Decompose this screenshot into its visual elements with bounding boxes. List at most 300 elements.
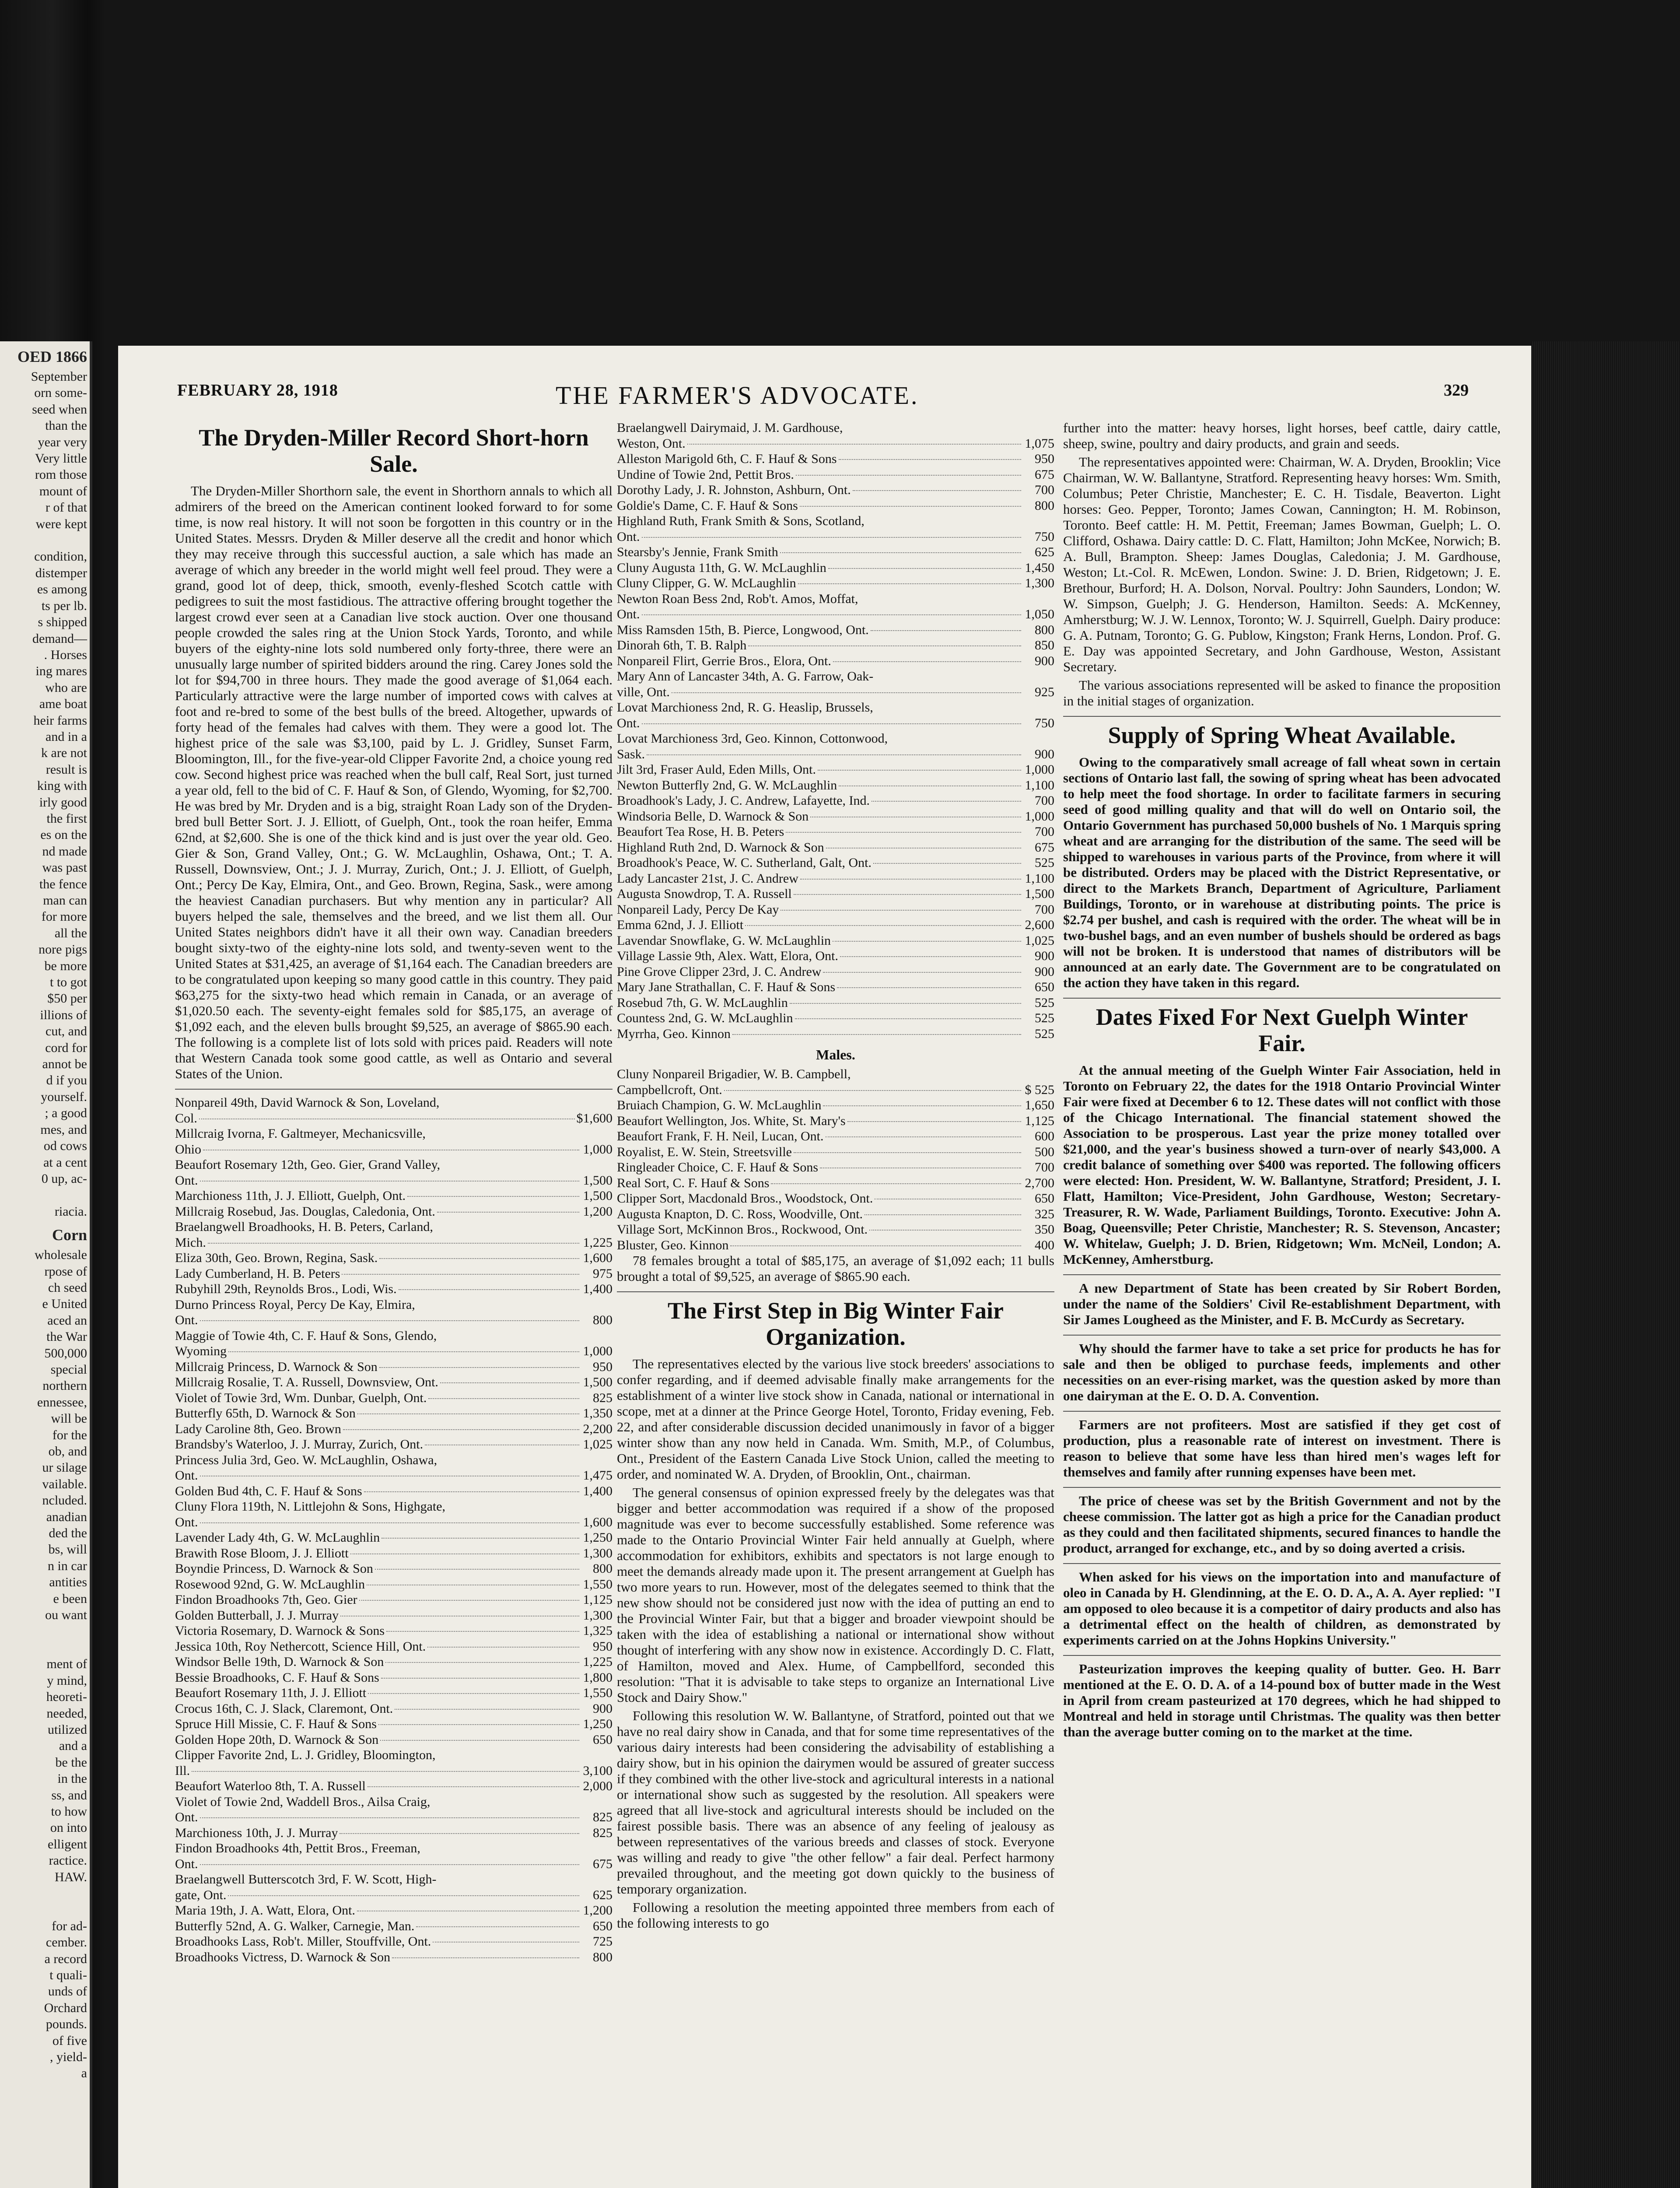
previous-page-fragment <box>0 532 90 548</box>
sale-price: 975 <box>593 1266 612 1281</box>
leader-dots <box>818 770 1021 771</box>
sale-entry-continued <box>175 1468 612 1483</box>
leader-dots <box>790 1003 1021 1004</box>
sale-price: 1,325 <box>583 1623 612 1638</box>
sale-price: 650 <box>593 1732 612 1747</box>
previous-page-fragment: t quali- <box>49 1968 87 1982</box>
sale-entry <box>617 1144 1054 1160</box>
leader-dots <box>385 1662 579 1663</box>
previous-page-fragment: of five <box>52 2033 87 2048</box>
sale-entry-name: Broadhooks Victress, D. Warnock & Son <box>175 1950 391 1964</box>
previous-page-fragment: heir farms <box>33 713 87 728</box>
previous-page-fragment: ennessee, <box>37 1395 87 1410</box>
sale-price: 1,600 <box>583 1251 612 1265</box>
sale-entry-location: gate, Ont. <box>175 1887 227 1902</box>
leader-dots <box>823 1105 1021 1106</box>
sale-price: 825 <box>593 1825 612 1840</box>
sale-entry-location: Ohio <box>175 1142 201 1157</box>
leader-dots <box>386 1631 579 1632</box>
sale-price: 825 <box>593 1810 612 1824</box>
sale-entry <box>175 1950 612 1965</box>
leader-dots <box>794 894 1021 895</box>
leader-dots <box>839 459 1021 460</box>
sale-price: 525 <box>1035 995 1054 1010</box>
sale-price: 675 <box>593 1856 612 1871</box>
column-1 <box>175 420 612 1965</box>
note-pasteurization: Pasteurization improves the keeping quality of butter. Geo. H. Barr mentioned at the E. O. D. A. of a 14-pound box of butter made in the West in April from cream pasteurized at 170 degrees, which he had shipped to Montreal and held in storage until Christmas. The quality was then better than the average butter coming on to the market at the time. <box>1063 1661 1501 1739</box>
previous-page-fragment: heoreti- <box>46 1690 87 1704</box>
previous-page-fragment: for the <box>52 1427 87 1442</box>
sale-entry-location: Ont. <box>617 607 640 621</box>
previous-page-fragment: needed, <box>46 1706 87 1721</box>
leader-dots <box>873 863 1021 864</box>
sale-entry-location: Ont. <box>175 1313 198 1327</box>
previous-page-fragment: northern <box>42 1378 87 1393</box>
sale-entry <box>175 1406 612 1421</box>
previous-page-fragment: condition, <box>34 549 87 564</box>
leader-dots <box>647 754 1021 755</box>
sale-entry <box>617 513 1054 529</box>
previous-page-corn-header: Corn <box>52 1226 87 1244</box>
previous-page-fragment: demand— <box>32 631 87 646</box>
previous-page-fragment: irly good <box>39 795 87 810</box>
sale-entry <box>617 1238 1054 1253</box>
sale-entry <box>175 1794 612 1810</box>
leader-dots <box>392 1957 579 1958</box>
leader-dots <box>800 506 1021 507</box>
sale-price: 800 <box>1035 498 1054 513</box>
leader-dots <box>828 568 1021 569</box>
sale-entry-continued <box>175 1856 612 1872</box>
sale-entry-name: Bluster, Geo. Kinnon <box>617 1238 729 1252</box>
winter-fair-para-4: Following a resolution the meeting appointed three members from each of the following interests to go <box>617 1900 1054 1931</box>
winter-fair-continued-3: The various associations represented will be asked to finance the proposition in the initial stages of organization. <box>1063 677 1501 708</box>
previous-page-fragment: ts per lb. <box>41 598 87 613</box>
note-oleo: When asked for his views on the importation into and manufacture of oleo in Canada by H. Glendinning, at the E. O. D. A., A. A. Ayer replied: "I am opposed to oleo because it is a competitor of dairy products and also has a detrimental effect on the health of children, as demonstrated by experiments carried on at the Johns Hopkins University." <box>1063 1569 1501 1648</box>
sale-entry-name: Highland Ruth 2nd, D. Warnock & Son <box>617 840 824 855</box>
leader-dots <box>800 879 1021 880</box>
sale-price: 2,200 <box>583 1421 612 1436</box>
sale-entry <box>617 731 1054 747</box>
sale-price: 1,125 <box>583 1592 612 1607</box>
sale-entry <box>175 1281 612 1297</box>
sale-entry-name: Pine Grove Clipper 23rd, J. C. Andrew <box>617 964 822 979</box>
sale-entry-name: Maggie of Towie 4th, C. F. Hauf & Sons, Glendo, <box>175 1328 437 1343</box>
sale-price: 825 <box>593 1390 612 1405</box>
sale-price: 800 <box>593 1561 612 1576</box>
note-cheese-price: The price of cheese was set by the British Government and not by the cheese commission. The latter got as high a price for the Canadian product as they could and then facilitated shipments, secured finances to handle the product, arranged for exchange, etc., and by so doing averted a crisis. <box>1063 1493 1501 1556</box>
sale-entry-continued <box>617 684 1054 700</box>
sale-price: 800 <box>593 1313 612 1327</box>
previous-page-fragment: es on the <box>40 828 87 842</box>
previous-page-fragment: September <box>31 369 87 384</box>
sale-price: 700 <box>1035 824 1054 839</box>
leader-dots <box>437 1212 579 1213</box>
previous-page-fragment: d if you <box>46 1073 87 1088</box>
sale-price: 1,350 <box>583 1406 612 1420</box>
sale-entry-name: Lavender Lady 4th, G. W. McLaughlin <box>175 1530 380 1545</box>
article-body-shorthorn-sale: The Dryden-Miller Shorthorn sale, the event in Shorthorn annals to which all admirers of the breed on the American continent looked forward to for some time, is now real history. It will not soon be forgotten in this country or in the United States. Messrs. Dryden & Miller deserve all the credit and honor which they may receive through this successful auction, a sale which has made an average of which any breeder in the world might well feel proud. They were a grand, good lot of deep, thick, smooth, evenly-fleshed Scotch cattle with pedigrees to suit the most fastidious. The attractive offering brought together the largest crowd ever seen at a Canadian live stock auction. Over one thousand people crowded the sales ring at the Union Stock Yards, Toronto, and while buyers of the eighty-nine lots sold numbered only forty-three, there were an unusually large number of spirited bidders around the ring. Carey Jones sold the lot for $94,700 in three hours. They made the good average of $1,064 each. Particularly attractive were the large number of imported cows with calves at foot and re-bred to some of the best bulls of the breed. Altogether, upwards of forty head of the females had calves with them. They were a good lot. The highest price of the sale was $3,100, paid by L. J. Gridley, Sunset Farm, Bloomington, Ill., for the five-year-old Clipper Favorite 2nd, a choice young red cow. Second highest price was reached when the bull calf, Real Sort, just turned a year old, fell to the bid of C. F. Hauf & Son, of Glendo, Wyoming, for $2,700. He was bred by Mr. Dryden and is a big, straight Roan Lady son of the Dryden-bred bull Better Sort. J. J. Elliott, of Guelph, Ont., took the roan heifer, Emma 62nd, at $2,600. She is one of the thick kind and is just over the year old. Geo. Gier & Son, Grand Valley, Ont.; G. W. McLaughlin, Oshawa, Ont.; T. A. Russell, Downsview, Ont.; J. J. Murray, Zurich, Ont.; J. J. Elliott, of Guelph, Ont.; Percy De Kay, Elmira, Ont., and Geo. Brown, Regina, Sask., were among the heaviest Canadian purchasers. But why mention any in particular? All buyers helped the sale, themselves and the breed, and we list them all. Our United States neighbors didn't have it all their own way. Canadian breeders bought sixty-two of the eighty-nine lots sold, and twenty-seven went to the United States at $31,425, an average of $1,164 each. The Canadian breeders are to be congratulated upon keeping so many good cattle in this country. They paid $63,275 for the sixty-two head which remain in Canada, or an average of $1,020.50 each. The seventy-eight females sold for $85,175, an average of $1,092 each, and the eleven bulls brought $9,525, an average of $865.90 each. The following is a complete list of lots sold with prices paid. Readers will note that Western Canada took some good cattle, as well as Ontario and several States of the Union. <box>175 483 612 1081</box>
article-title-spring-wheat: Supply of Spring Wheat Available. <box>1108 722 1456 748</box>
sale-entry-name: Findon Broadhooks 7th, Geo. Gier <box>175 1592 357 1607</box>
sale-price: 900 <box>1035 949 1054 963</box>
sale-entry <box>175 1841 612 1856</box>
sale-entry <box>175 1219 612 1235</box>
sale-entry-name: Real Sort, C. F. Hauf & Sons <box>617 1175 770 1190</box>
winter-fair-para-2: The general consensus of opinion expressed freely by the delegates was that bigger and better accommodation was required if a show of the proposed magnitude was ever to become successfully established. Some reference was made to the Ontario Provincial Winter Fair held annually at Guelph, where accommodation for exhibitors, exhibits and spectators is not large enough to meet the demands already made upon it. The present arrangement at Guelph has two more years to run. However, most of the delegates seemed to think that the new show should not be considered just now with the idea of putting an end to the Provincial Winter Fair, but that a bigger and broader viewpoint should be taken with the idea of establishing a national or international show without thought of interfering with any show now in existence. Accordingly D. C. Flatt, of Hamilton, moved and Alex. Hume, of Campbellford, seconded this resolution: "That it is advisable to take steps to organize an International Live Stock and Dairy Show." <box>617 1485 1054 1705</box>
leader-dots <box>427 1647 579 1648</box>
sale-price: 525 <box>1035 1011 1054 1025</box>
sale-entry-name: Violet of Towie 3rd, Wm. Dunbar, Guelph, Ont. <box>175 1390 427 1405</box>
previous-page-fragment: s shipped <box>38 615 87 630</box>
leader-dots <box>440 1382 579 1383</box>
column-rule <box>1063 1655 1501 1656</box>
sale-price: 650 <box>1035 1191 1054 1206</box>
sale-entry <box>617 917 1054 933</box>
previous-page-fragment: 500,000 <box>44 1346 87 1360</box>
sale-entry-name: Rubyhill 29th, Reynolds Bros., Lodi, Wis. <box>175 1282 397 1296</box>
sale-price: 1,200 <box>583 1204 612 1219</box>
sale-entry-name: Goldie's Dame, C. F. Hauf & Sons <box>617 498 798 513</box>
sale-price: 900 <box>1035 653 1054 668</box>
article-title-guelph-fair: Dates Fixed For Next Guelph Winter Fair. <box>1096 1004 1468 1056</box>
sale-price: 1,250 <box>583 1717 612 1731</box>
sale-entry-name: Village Lassie 9th, Alex. Watt, Elora, Ont. <box>617 949 838 963</box>
sale-entry-name: Nonpareil Lady, Percy De Kay <box>617 902 779 917</box>
sale-entry-location: ville, Ont. <box>617 684 670 699</box>
previous-page-fragment: vailable. <box>42 1476 87 1491</box>
previous-page-fragment: for more <box>41 909 87 924</box>
sale-entry <box>617 793 1054 809</box>
previous-page-fragment: ur silage <box>42 1460 87 1475</box>
sale-entry-name: Beaufort Rosemary 12th, Geo. Gier, Grand Valley, <box>175 1157 441 1172</box>
sale-entry-name: Braelangwell Broadhooks, H. B. Peters, Carland, <box>175 1220 433 1234</box>
sale-entry <box>175 1375 612 1390</box>
leader-dots <box>399 1289 579 1290</box>
sale-entry-name: Mary Jane Strathallan, C. F. Hauf & Sons <box>617 980 836 994</box>
leader-dots <box>407 1196 579 1197</box>
sale-entry-name: Beaufort Waterloo 8th, T. A. Russell <box>175 1779 366 1793</box>
previous-page-fragment: elligent <box>48 1837 87 1851</box>
sale-entry <box>175 1421 612 1437</box>
sale-entry-continued <box>617 436 1054 452</box>
sale-price: 1,125 <box>1025 1113 1054 1128</box>
sale-price: 1,250 <box>583 1530 612 1545</box>
sale-summary: 78 females brought a total of $85,175, an average of $1,092 each; 11 bulls brought a total of $9,525, an average of $865.90 each. <box>617 1253 1054 1284</box>
leader-dots <box>343 1429 579 1430</box>
sale-entry <box>175 1546 612 1561</box>
sale-price: $ 525 <box>1025 1082 1054 1097</box>
sale-entry-continued <box>175 1142 612 1157</box>
sale-entry-name: Myrrha, Geo. Kinnon <box>617 1026 731 1041</box>
previous-page-fragment: yourself. <box>41 1089 87 1104</box>
sale-entry-name: Mary Ann of Lancaster 34th, A. G. Farrow, Oak- <box>617 669 874 684</box>
column-rule <box>1063 1563 1501 1564</box>
sale-price: 525 <box>1035 1026 1054 1041</box>
leader-dots <box>796 475 1021 476</box>
sale-price: 2,000 <box>583 1779 612 1793</box>
column-rule <box>1063 1487 1501 1488</box>
sale-entry <box>175 1483 612 1499</box>
sale-price: 1,100 <box>1025 871 1054 886</box>
sale-price: 1,550 <box>583 1577 612 1592</box>
sale-entry-name: Cluny Clipper, G. W. McLaughlin <box>617 576 796 590</box>
sale-entry-name: Windsor Belle 19th, D. Warnock & Son <box>175 1655 384 1669</box>
leader-dots <box>228 1351 579 1352</box>
previous-page-fragment: a record <box>44 1951 87 1966</box>
previous-page-fragment: ractice. <box>49 1853 87 1868</box>
leader-dots <box>368 1786 579 1787</box>
sale-list-males <box>617 1066 1054 1253</box>
sale-entry <box>175 1592 612 1608</box>
previous-page-fragment <box>0 1623 90 1639</box>
leader-dots <box>382 1538 579 1539</box>
sale-entry-name: Jilt 3rd, Fraser Auld, Eden Mills, Ont. <box>617 762 816 777</box>
leader-dots <box>837 987 1021 988</box>
leader-dots <box>687 444 1021 445</box>
leader-dots <box>724 1090 1021 1091</box>
sale-entry <box>617 871 1054 887</box>
leader-dots <box>771 1183 1021 1184</box>
leader-dots <box>379 1258 579 1259</box>
sale-entry-name: Marchioness 11th, J. J. Elliott, Guelph, Ont. <box>175 1189 406 1203</box>
sale-entry <box>617 1206 1054 1222</box>
sale-entry-name: Royalist, E. W. Stein, Streetsville <box>617 1144 792 1159</box>
sale-entry-name: Dorothy Lady, J. R. Johnston, Ashburn, Ont. <box>617 483 851 497</box>
previous-page-fragment: utilized <box>48 1722 87 1737</box>
sale-price: 650 <box>593 1918 612 1933</box>
sale-entry-name: Ringleader Choice, C. F. Hauf & Sons <box>617 1160 819 1175</box>
sale-price: 1,650 <box>1025 1098 1054 1112</box>
sale-entry <box>175 1934 612 1950</box>
sale-entry-name: Lady Caroline 8th, Geo. Brown <box>175 1421 341 1436</box>
sale-entry <box>175 1623 612 1639</box>
sale-entry-continued <box>617 747 1054 762</box>
previous-page-fragment: . Horses <box>44 647 87 662</box>
sale-price: 1,000 <box>1025 762 1054 777</box>
book-page-edges <box>1531 341 1680 2188</box>
sale-price: 350 <box>1035 1222 1054 1237</box>
previous-page-edge <box>0 341 92 2188</box>
sale-entry-name: Butterfly 52nd, A. G. Walker, Carnegie, Man. <box>175 1918 415 1933</box>
sale-entry-continued <box>175 1763 612 1779</box>
leader-dots <box>192 1771 579 1772</box>
sale-price: 1,500 <box>583 1173 612 1188</box>
sale-entry <box>617 979 1054 995</box>
sale-entry-name: Boyndie Princess, D. Warnock & Son <box>175 1561 373 1576</box>
leader-dots <box>395 1709 579 1710</box>
sale-entry-name: Millcraig Rosalie, T. A. Russell, Downsview, Ont. <box>175 1375 438 1389</box>
previous-page-fragment: were kept <box>35 516 87 531</box>
previous-page-fragment: riacia. <box>54 1204 87 1219</box>
leader-dots <box>364 1491 579 1492</box>
sale-entry <box>617 762 1054 778</box>
leader-dots <box>428 1398 579 1399</box>
sale-entry-name: Lavendar Snowflake, G. W. McLaughlin <box>617 933 831 948</box>
sale-entry <box>617 1191 1054 1206</box>
sale-price: 625 <box>593 1887 612 1902</box>
previous-page-fragment: and in a <box>46 729 87 744</box>
sale-entry-name: Lady Cumberland, H. B. Peters <box>175 1266 340 1281</box>
sale-entry-continued <box>175 1111 612 1126</box>
previous-page-fragment: the War <box>46 1329 87 1344</box>
previous-page-fragment: ncluded. <box>42 1493 87 1508</box>
sale-price: 1,500 <box>583 1375 612 1389</box>
sale-entry-name: Violet of Towie 2nd, Waddell Bros., Ailsa Craig, <box>175 1794 430 1809</box>
leader-dots <box>833 941 1021 942</box>
sale-entry-location: Mich. <box>175 1235 206 1250</box>
previous-page-fragment: will be <box>51 1411 87 1426</box>
sale-entry <box>617 902 1054 918</box>
sale-entry <box>175 1561 612 1577</box>
sale-entry <box>617 653 1054 669</box>
previous-page-fragment: cut, and <box>46 1024 87 1039</box>
sale-price: 700 <box>1035 483 1054 497</box>
sale-entry <box>175 1188 612 1204</box>
column-rule <box>617 1291 1054 1292</box>
sale-price: 600 <box>1035 1129 1054 1143</box>
issue-date: FEBRUARY 28, 1918 <box>177 381 338 400</box>
previous-page-fragment: rom those <box>35 467 87 482</box>
previous-page-fragment: mes, and <box>40 1122 87 1137</box>
previous-page-fragment: 0 up, ac- <box>41 1171 87 1186</box>
previous-page-fragment: be the <box>55 1755 87 1770</box>
leader-dots <box>826 848 1021 849</box>
sale-entry-continued <box>175 1887 612 1903</box>
column-rule <box>1063 1411 1501 1412</box>
sale-price: 700 <box>1035 902 1054 917</box>
previous-page-fragment: cember. <box>46 1935 87 1950</box>
leader-dots <box>642 614 1022 615</box>
sale-entry-location: Ill. <box>175 1763 190 1778</box>
sale-entry-name: Maria 19th, J. A. Watt, Elora, Ont. <box>175 1903 355 1918</box>
sale-entry-location: Ont. <box>175 1856 198 1871</box>
sale-price: 725 <box>593 1934 612 1949</box>
sale-entry-name: Spruce Hill Missie, C. F. Hauf & Sons <box>175 1717 377 1731</box>
winter-fair-para-1: The representatives elected by the various live stock breeders' associations to confer regarding, and if deemed advisable finally make arrangements for the establishment of a winter live stock show in Canada, national or international in scope, met at a dinner at the Prince George Hotel, Toronto, Friday evening, Feb. 22, and after considerable discussion decided unanimously in favor of a bigger winter show than any now held in Canada. Wm. Smith, M.P., of Columbus, Ont., President of the Eastern Canada Live Stock Union, called the meeting to order, and nominated W. A. Dryden, of Brooklin, Ont., chairman. <box>617 1356 1054 1482</box>
sale-entry <box>175 1452 612 1468</box>
sale-entry <box>175 1685 612 1701</box>
sale-entry-name: Lovat Marchioness 3rd, Geo. Kinnon, Cottonwood, <box>617 731 888 746</box>
sale-price: 675 <box>1035 467 1054 482</box>
previous-page-fragment: Very little <box>35 451 87 466</box>
previous-page-fragment: es among <box>37 582 87 597</box>
previous-page-fragment: ded the <box>49 1526 87 1541</box>
sale-entry <box>175 1297 612 1313</box>
sale-price: 700 <box>1035 793 1054 808</box>
previous-page-fragment: man can <box>43 893 87 908</box>
previous-page-fragment: a <box>81 2066 87 2081</box>
sale-entry <box>175 1266 612 1282</box>
sale-entry-location: Sask. <box>617 747 645 761</box>
sale-entry-name: Countess 2nd, G. W. McLaughlin <box>617 1011 793 1025</box>
sale-entry-name: Lady Lancaster 21st, J. C. Andrew <box>617 871 798 886</box>
previous-page-fragment: e United <box>42 1297 87 1311</box>
sale-entry <box>175 1095 612 1111</box>
article-body-guelph-fair: At the annual meeting of the Guelph Winter Fair Association, held in Toronto on February 22, the dates for the 1918 Ontario Provincial Winter Fair were fixed at December 6 to 12. These dates will not conflict with those of the Chicago International. The financial statement showed the Association to be prosperous. Last year the prize money totalled over $21,000, and the year's business showed a turn-over of nearly $43,000. A credit balance of something over $400 was reported. The following officers were elected: Hon. President, W. W. Ballantyne, Stratford; President, J. I. Flatt, Hamilton; Vice-President, John Gardhouse, Weston; Secretary-Treasurer, R. W. Wade, Parliament Buildings, Toronto. Executive: John A. Boag, Queensville; Peter Christie, Manchester; R. S. Stevenson, Ancaster; W. Whitelaw, Guelph; J. D. Brien, Ridgetown; Wm. McNeil, London; A. McKenney, Amherstburg. <box>1063 1062 1501 1267</box>
sale-entry-name: Miss Ramsden 15th, B. Pierce, Longwood, Ont. <box>617 622 869 637</box>
sale-entry <box>175 1872 612 1887</box>
previous-page-fragment: on into <box>50 1820 87 1835</box>
leader-dots <box>869 1230 1021 1231</box>
sale-entry-name: Marchioness 10th, J. J. Murray <box>175 1825 338 1840</box>
sale-entry <box>175 1747 612 1763</box>
article-title-winter-fair: The First Step in Big Winter Fair Organization. <box>667 1297 1004 1350</box>
leader-dots <box>368 1693 579 1694</box>
sale-price: 500 <box>1035 1144 1054 1159</box>
sale-entry-continued <box>617 715 1054 731</box>
sale-price: 700 <box>1035 1160 1054 1175</box>
sale-price: 950 <box>1035 452 1054 466</box>
sale-entry-continued <box>617 529 1054 545</box>
sale-price: 2,700 <box>1025 1175 1054 1190</box>
sale-price: 750 <box>1035 715 1054 730</box>
sale-price: 800 <box>1035 622 1054 637</box>
previous-page-fragment: result is <box>46 762 87 777</box>
sale-price: 950 <box>593 1359 612 1374</box>
winter-fair-continued-2: The representatives appointed were: Chairman, W. A. Dryden, Brooklin; Vice Chairman, W. W. Ballantyne, Stratford. Representing heavy horses: Wm. Smith, Columbus; Peter Christie, Manchester; E. C. H. Tisdale, Beaverton. Light horses: Geo. Pepper, Toronto; James Cowan, Cannington; H. M. Robinson, Toronto. Beef cattle: H. M. Pettit, Freeman; James Bowman, Guelph; L. O. Clifford, Oshawa. Dairy cattle: D. C. Flatt, Hamilton; John McKee, Norwich; B. A. Bull, Brampton. Sheep: James Douglas, Caledonia; J. M. Gardhouse, Weston; Lt.-Col. R. McEwen, London. Swine: J. D. Brien, Ridgetown; J. E. Brethour, Burford; H. A. Dolson, Norval. Poultry: John Saunders, London; W. W. Simpson, Guelph; J. G. Henderson, Hamilton. Seeds: A. McKenney, Amherstburg; W. J. W. Lennox, Toronto; W. J. Squirrell, Guelph. Dairy produce: G. A. Putnam, Toronto; G. G. Publow, Kingston; Frank Herns, London. Prof. G. E. Day was appointed Secretary, and John Gardhouse, Weston, Assistant Secretary. <box>1063 454 1501 674</box>
sale-entry-location: Ont. <box>175 1810 198 1824</box>
sale-price: 1,000 <box>583 1344 612 1358</box>
winter-fair-para-3: Following this resolution W. W. Ballantyne, of Stratford, pointed out that we have no real dairy show in Canada, and that for some time representatives of the various dairy interests had been considering the advisability of establishing a dairy show, but in his opinion the dairymen would be assured of greater success if they combined with the other live-stock and agricultural interests in a national or international show such as suggested by the resolution. All speakers were agreed that all live-stock and agricultural interests should be included on the fairest possible basis. There was an absence of any feeling of jealousy as between representatives of the various breeds and classes of stock. Everyone was willing and ready to give "the other fellow" a fair deal. Perfect harmony prevailed throughout, and the meeting got down quickly to the business of temporary organization. <box>617 1708 1054 1897</box>
leader-dots <box>840 956 1021 957</box>
previous-page-fragment: for ad- <box>52 1918 87 1933</box>
sale-price: 1,500 <box>1025 887 1054 901</box>
sale-entry-name: Emma 62nd, J. J. Elliott <box>617 918 744 932</box>
sale-price: 950 <box>593 1639 612 1654</box>
previous-page-fragment: $50 per <box>47 991 87 1006</box>
previous-page-fragment: seed when <box>32 402 87 417</box>
column-rule <box>1063 716 1501 717</box>
sale-entry-location: Ont. <box>175 1173 198 1188</box>
sale-price: 1,300 <box>583 1546 612 1560</box>
sale-entry <box>175 1328 612 1344</box>
sale-entry <box>617 1066 1054 1082</box>
sale-entry-name: Highland Ruth, Frank Smith & Sons, Scotland, <box>617 514 864 528</box>
leader-dots <box>350 1553 579 1554</box>
column-3 <box>1063 420 1501 1743</box>
sale-entry <box>617 498 1054 514</box>
previous-page-fragment: ame boat <box>39 697 87 712</box>
sale-entry-name: Broadhook's Lady, J. C. Andrew, Lafayette, Ind. <box>617 793 870 808</box>
sale-entry-name: Millcraig Rosebud, Jas. Douglas, Caledonia, Ont. <box>175 1204 435 1219</box>
sale-entry-continued <box>175 1343 612 1359</box>
leader-dots <box>381 1678 579 1679</box>
previous-page-fragment: year very <box>38 435 87 449</box>
sale-entry-location: Ont. <box>617 715 640 730</box>
previous-page-fragment: antities <box>49 1575 87 1590</box>
sale-entry <box>617 1129 1054 1144</box>
sale-entry <box>617 809 1054 824</box>
sale-price: 650 <box>1035 980 1054 994</box>
previous-page-fragment: ing mares <box>35 664 87 679</box>
sale-price: 750 <box>1035 529 1054 544</box>
sale-entry <box>617 451 1054 467</box>
sale-price: 1,600 <box>583 1515 612 1529</box>
sale-entry <box>617 638 1054 653</box>
sale-entry <box>617 824 1054 840</box>
sale-price: 1,300 <box>1025 576 1054 590</box>
leader-dots <box>826 1136 1022 1137</box>
leader-dots <box>780 910 1021 911</box>
sale-entry-name: Broadhooks Lass, Rob't. Miller, Stouffville, Ont. <box>175 1934 431 1949</box>
leader-dots <box>839 785 1021 786</box>
sale-entry-name: Nonpareil 49th, David Warnock & Son, Loveland, <box>175 1095 440 1110</box>
leader-dots <box>359 1600 579 1601</box>
previous-page-fragment: ob, and <box>48 1444 87 1459</box>
previous-page-fragment: od cows <box>43 1139 87 1154</box>
leader-dots <box>864 1214 1021 1215</box>
